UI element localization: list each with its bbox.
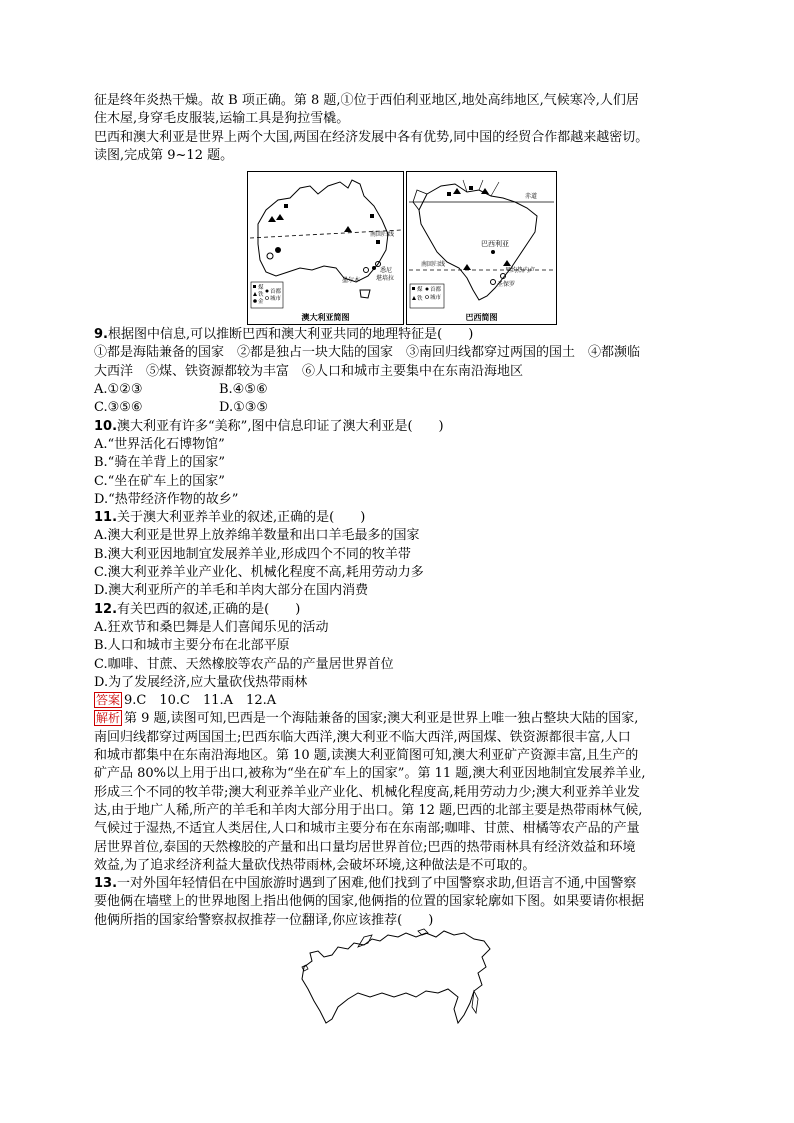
canberra-label: 堪培拉 (376, 275, 395, 282)
option-c[interactable]: C.咖啡、甘蔗、天然橡胶等农产品的产量居世界首位 (94, 656, 394, 672)
option-c[interactable]: C.“坐在矿车上的国家” (94, 473, 225, 489)
option-a[interactable]: A.狂欢节和桑巴舞是人们喜闻乐见的活动 (94, 619, 329, 635)
analysis-line: 解析 第 9 题,读图可知,巴西是一个海陆兼备的国家;澳大利亚是世界上唯一独占整块大陆的国家, (96, 711, 639, 727)
q9-items: 大西洋 ⑤煤、铁资源都较为丰富 ⑥人口和城市主要集中在东南沿海地区 (94, 363, 524, 379)
coal-symbol (469, 186, 473, 190)
gold-symbol (275, 247, 281, 253)
question-10: 10.澳大利亚有许多“美称”,图中信息印证了澳大利亚是( ) (94, 418, 444, 434)
analysis-line: 南回归线都穿过两国国土;巴西东临大西洋,澳大利亚不临大西洋,两国煤、铁资源都很丰富,人口 (94, 729, 631, 745)
legend-city: 城市 (270, 296, 282, 302)
legend-iron: 铁 (417, 296, 423, 302)
brazil-caption: 巴西简图 (465, 313, 498, 322)
option-b[interactable]: B.“骑在羊背上的国家” (94, 455, 225, 471)
text-line: 征是终年炎热干燥。故 B 项正确。第 8 题,①位于西伯利亚地区,地处高纬地区,气候寒冷,人们居 (94, 93, 639, 108)
city-symbol (364, 268, 369, 273)
option-a[interactable]: A.“世界活化石博物馆” (94, 436, 225, 452)
city-symbol (267, 253, 273, 259)
australia-outline (248, 172, 403, 312)
answer-tag: 答案 (96, 693, 121, 708)
option-d[interactable]: D.为了发展经济,应大量砍伐热带雨林 (94, 674, 308, 690)
analysis-line: 达,由于地广人稀,所产的羊毛和羊肉大部分用于出口。第 12 题,巴西的北部主要是热带雨林气候, (94, 802, 643, 818)
iron-symbol (503, 260, 511, 266)
coal-symbol (284, 204, 288, 208)
iron-symbol (276, 214, 284, 220)
option-a[interactable]: A.澳大利亚是世界上放养绵羊数量和出口羊毛最多的国家 (94, 528, 420, 544)
legend-capital: 首都 (270, 289, 282, 295)
legend-capital: 首都 (430, 287, 442, 293)
melbourne-label: 墨尔本 (342, 277, 361, 284)
legend-coal: 煤 (417, 287, 423, 293)
legend-coal: 煤 (258, 285, 264, 291)
brasilia-label: 巴西利亚 (481, 240, 509, 248)
answer-line (94, 692, 714, 710)
q9-items: ①都是海陆兼备的国家 ②都是独占一块大陆的国家 ③南回归线都穿过两国的国土 ④都濒临 (94, 345, 641, 361)
saopaulo-label: 圣保罗 (497, 281, 516, 288)
iron-symbol (344, 226, 352, 232)
legend-gold: 金 (258, 299, 264, 305)
equator-label: 赤道 (525, 193, 538, 200)
australia-caption: 澳大利亚简图 (301, 313, 350, 322)
city-symbol (491, 280, 496, 285)
country-border (302, 931, 490, 1023)
analysis-tag: 解析 (96, 711, 121, 726)
q9-options (94, 381, 714, 399)
capital-symbol (491, 250, 495, 254)
analysis-line: 和城市都集中在东南沿海地区。第 10 题,读澳大利亚简图可知,澳大利亚矿产资源丰富,且生产的 (94, 748, 639, 764)
option-c[interactable]: C.澳大利亚养羊业产业化、机械化程度不高,耗用劳动力多 (94, 565, 424, 581)
option-d[interactable]: D.澳大利亚所产的羊毛和羊肉大部分在国内消费 (94, 583, 369, 599)
capital-symbol (372, 266, 376, 270)
australia-map (247, 171, 404, 325)
iron-symbol (481, 188, 489, 194)
analysis-line: 效益,为了追求经济利益大量砍伐热带雨林,会破坏环境,这种做法是不可取的。 (94, 857, 536, 873)
sydney-label: 悉尼 (380, 267, 393, 274)
text-line: 读图,完成第 9~12 题。 (94, 147, 234, 163)
text-line: 住木屋,身穿毛皮服装,运输工具是狗拉雪橇。 (94, 111, 350, 127)
island (302, 965, 308, 971)
analysis-line: 居世界首位,泰国的天然橡胶的产量和出口量均居世界首位;巴西的热带雨林具有经济效益和环境 (94, 839, 636, 855)
australia-coastline (258, 180, 388, 282)
brazil-outline (407, 172, 556, 312)
country-outline-map (298, 927, 494, 1029)
iron-symbol (453, 188, 461, 194)
question-9: 9.根据图中信息,可以推断巴西和澳大利亚共同的地理特征是( ) (94, 327, 474, 343)
tropic-label: 南回归线 (421, 261, 446, 268)
legend-iron: 铁 (258, 292, 264, 298)
text-line: 巴西和澳大利亚是世界上两个大国,两国在经济发展中各有优势,同中国的经贸合作都越来越密切。 (94, 129, 649, 145)
analysis-line: 气候过于湿热,不适宜人类居住,人口和城市主要分布在东南部;咖啡、甘蔗、柑橘等农产品的产量 (94, 821, 640, 837)
maps-figure (247, 171, 557, 323)
option-d[interactable]: D.①③⑤ (219, 400, 269, 416)
option-b[interactable]: B.澳大利亚因地制宜发展养羊业,形成四个不同的牧羊带 (94, 546, 411, 562)
option-d[interactable]: D.“热带经济作物的故乡” (94, 491, 239, 507)
analysis-line: 矿产品 80%以上用于出口,被称为“坐在矿车上的国家”。第 11 题,澳大利亚因地制宜发展养羊业, (94, 766, 646, 782)
coal-symbol (370, 214, 374, 218)
question-12: 12.有关巴西的叙述,正确的是( ) (94, 601, 301, 617)
coal-symbol (376, 240, 380, 244)
option-b[interactable]: B.人口和城市主要分布在北部平原 (94, 638, 290, 654)
question-13: 13.一对外国年轻情侣在中国旅游时遇到了困难,他们找到了中国警察求助,但语言不通,中国警察 (94, 876, 637, 892)
tasmania-outline (360, 290, 370, 298)
option-b[interactable]: B.④⑤⑥ (219, 382, 268, 398)
option-a[interactable]: A.①②③ (94, 382, 143, 398)
brazil-coastline (419, 184, 537, 300)
iron-symbol (268, 216, 276, 222)
legend-city: 城市 (430, 295, 442, 301)
tropic-label: 南回归线 (370, 231, 395, 238)
question-11: 11.关于澳大利亚养羊业的叙述,正确的是( ) (94, 510, 366, 526)
answer-text: 9.C 10.C 11.A 12.A (124, 693, 277, 709)
iron-symbol (463, 264, 471, 270)
q13-line: 他俩所指的国家给警察叔叔推荐一位翻译,你应该推荐( ) (94, 912, 434, 928)
rio-label: 里约热内卢 (505, 267, 536, 274)
analysis-line: 形成三个不同的牧羊带;澳大利亚养羊业产业化、机械化程度高,耗用劳动力少;澳大利亚养羊业发 (94, 784, 640, 800)
q9-options (94, 399, 714, 417)
brazil-map (406, 171, 557, 325)
coal-symbol (447, 192, 451, 196)
q13-line: 要他俩在墙壁上的世界地图上指出他俩的国家,他俩指的位置的国家轮廓如下图。如果要请你根据 (94, 894, 645, 910)
option-c[interactable]: C.③⑤⑥ (94, 400, 143, 416)
